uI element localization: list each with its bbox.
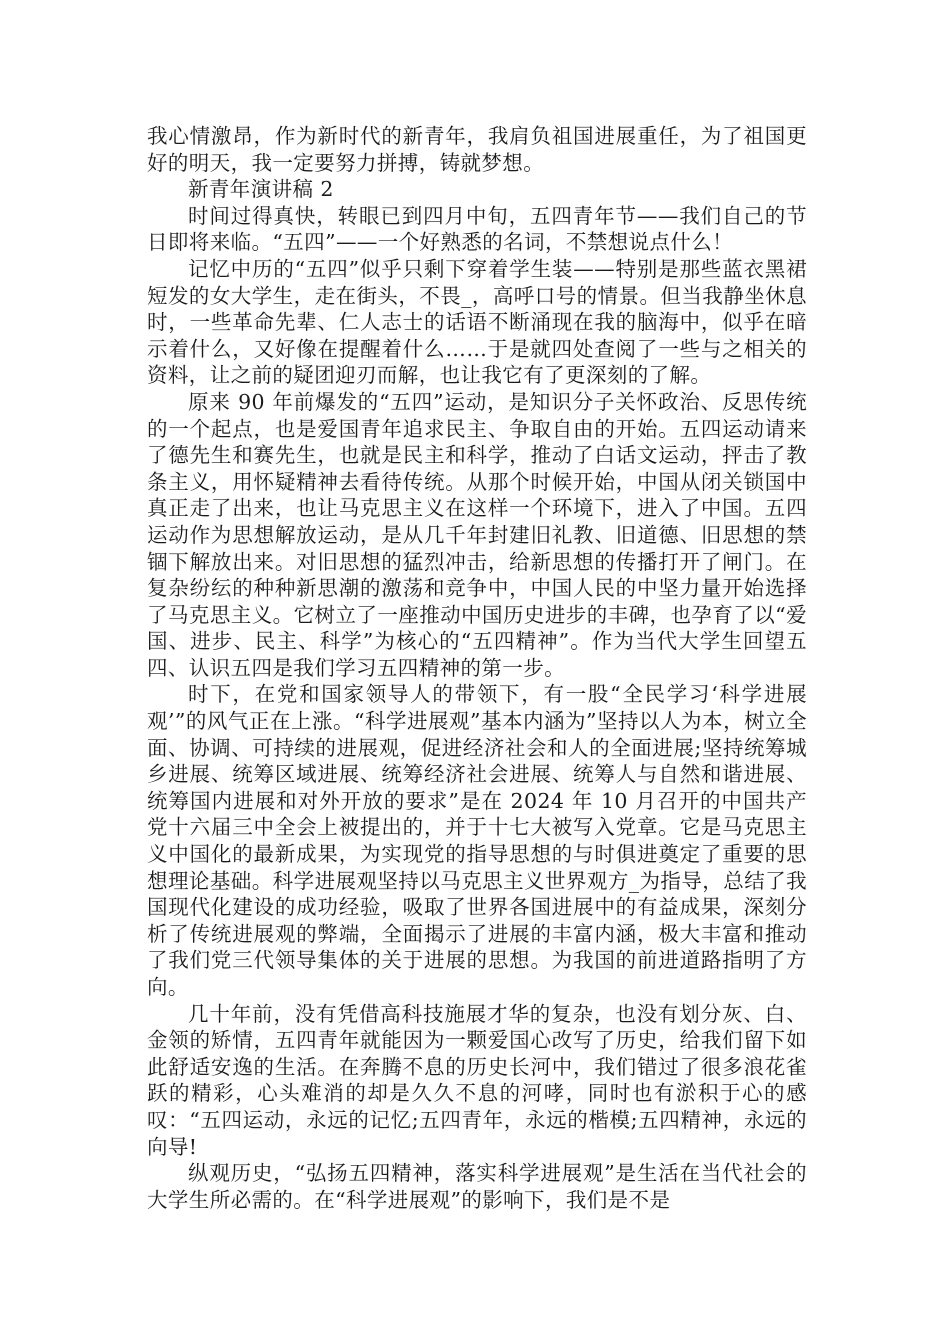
paragraph: 几十年前，没有凭借高科技施展才华的复杂，也没有划分灰、白、金领的矫情，五四青年就能因为一颗爱国心改写了历史，给我们留下如此舒适安逸的生活。在奔腾不息的历史长河中，我们错过了很多浪花雀跃的精彩，心头难消的却是久久不息的河哮，同时也有淤积于心的感叹：“五四运动，永远的记忆;五四青年，永远的楷模;五四精神，永远的向导! bbox=[147, 1001, 807, 1159]
paragraph: 记忆中历的“五四”似乎只剩下穿着学生装——特别是那些蓝衣黑裙短发的女大学生，走在街头，不畏_，高呼口号的情景。但当我静坐休息时，一些革命先辈、仁人志士的话语不断涌现在我的脑海中，似乎在暗示着什么，又好像在提醒着什么……于是就四处查阅了一些与之相关的资料，让之前的疑团迎刃而解，也让我它有了更深刻的了解。 bbox=[147, 256, 807, 388]
document-body bbox=[147, 123, 807, 1213]
paragraph-continuation: 我心情激昂，作为新时代的新青年，我肩负祖国进展重任，为了祖国更好的明天，我一定要努力拼搏，铸就梦想。 bbox=[147, 124, 807, 175]
paragraph: 时下，在党和国家领导人的带领下，有一股“全民学习‘科学进展观’”的风气正在上涨。“科学进展观”基本内涵为”坚持以人为本，树立全面、协调、可持续的进展观，促进经济社会和人的全面进展;坚持统筹城乡进展、统筹区域进展、统筹经济社会进展、统筹人与自然和谐进展、统筹国内进展和对外开放的要求”是在 2024 年 10 月召开的中国共产党十六届三中全会上被提出的，并于十七大被写入党章。它是马克思主义中国化的最新成果，为实现党的指导思想的与时俱进奠定了重要的思想理论基础。科学进展观坚持以马克思主义世界观方_为指导，总结了我国现代化建设的成功经验，吸取了世界各国进展中的有益成果，深刻分析了传统进展观的弊端，全面揭示了进展的丰富内涵，极大丰富和推动了我们党三代领导集体的关于进展的思想。为我国的前进道路指明了方向。 bbox=[147, 682, 807, 999]
section-heading: 新青年演讲稿 2 bbox=[188, 177, 334, 202]
paragraph: 纵观历史，“弘扬五四精神，落实科学进展观”是生活在当代社会的大学生所必需的。在“科学进展观”的影响下，我们是不是 bbox=[147, 1161, 807, 1212]
paragraph: 时间过得真快，转眼已到四月中旬，五四青年节——我们自己的节日即将来临。“五四”——一个好熟悉的名词，不禁想说点什么！ bbox=[147, 203, 807, 255]
paragraph: 原来 90 年前爆发的“五四”运动，是知识分子关怀政治、反思传统的一个起点，也是爱国青年追求民主、争取自由的开始。五四运动请来了德先生和赛先生，也就是民主和科学，推动了白话文运动，抨击了教条主义，用怀疑精神去看待传统。从那个时候开始，中国从闭关锁国中真正走了出来，也让马克思主义在这样一个环境下，进入了中国。五四运动作为思想解放运动，是从几千年封建旧礼教、旧道德、旧思想的禁锢下解放出来。对旧思想的猛烈冲击，给新思想的传播打开了闸门。在复杂纷纭的种种新思潮的激荡和竞争中，中国人民的中坚力量开始选择了马克思主义。它树立了一座推动中国历史进步的丰碑，也孕育了以“爱国、进步、民主、科学”为核心的“五四精神”。作为当代大学生回望五四、认识五四是我们学习五四精神的第一步。 bbox=[147, 389, 807, 680]
